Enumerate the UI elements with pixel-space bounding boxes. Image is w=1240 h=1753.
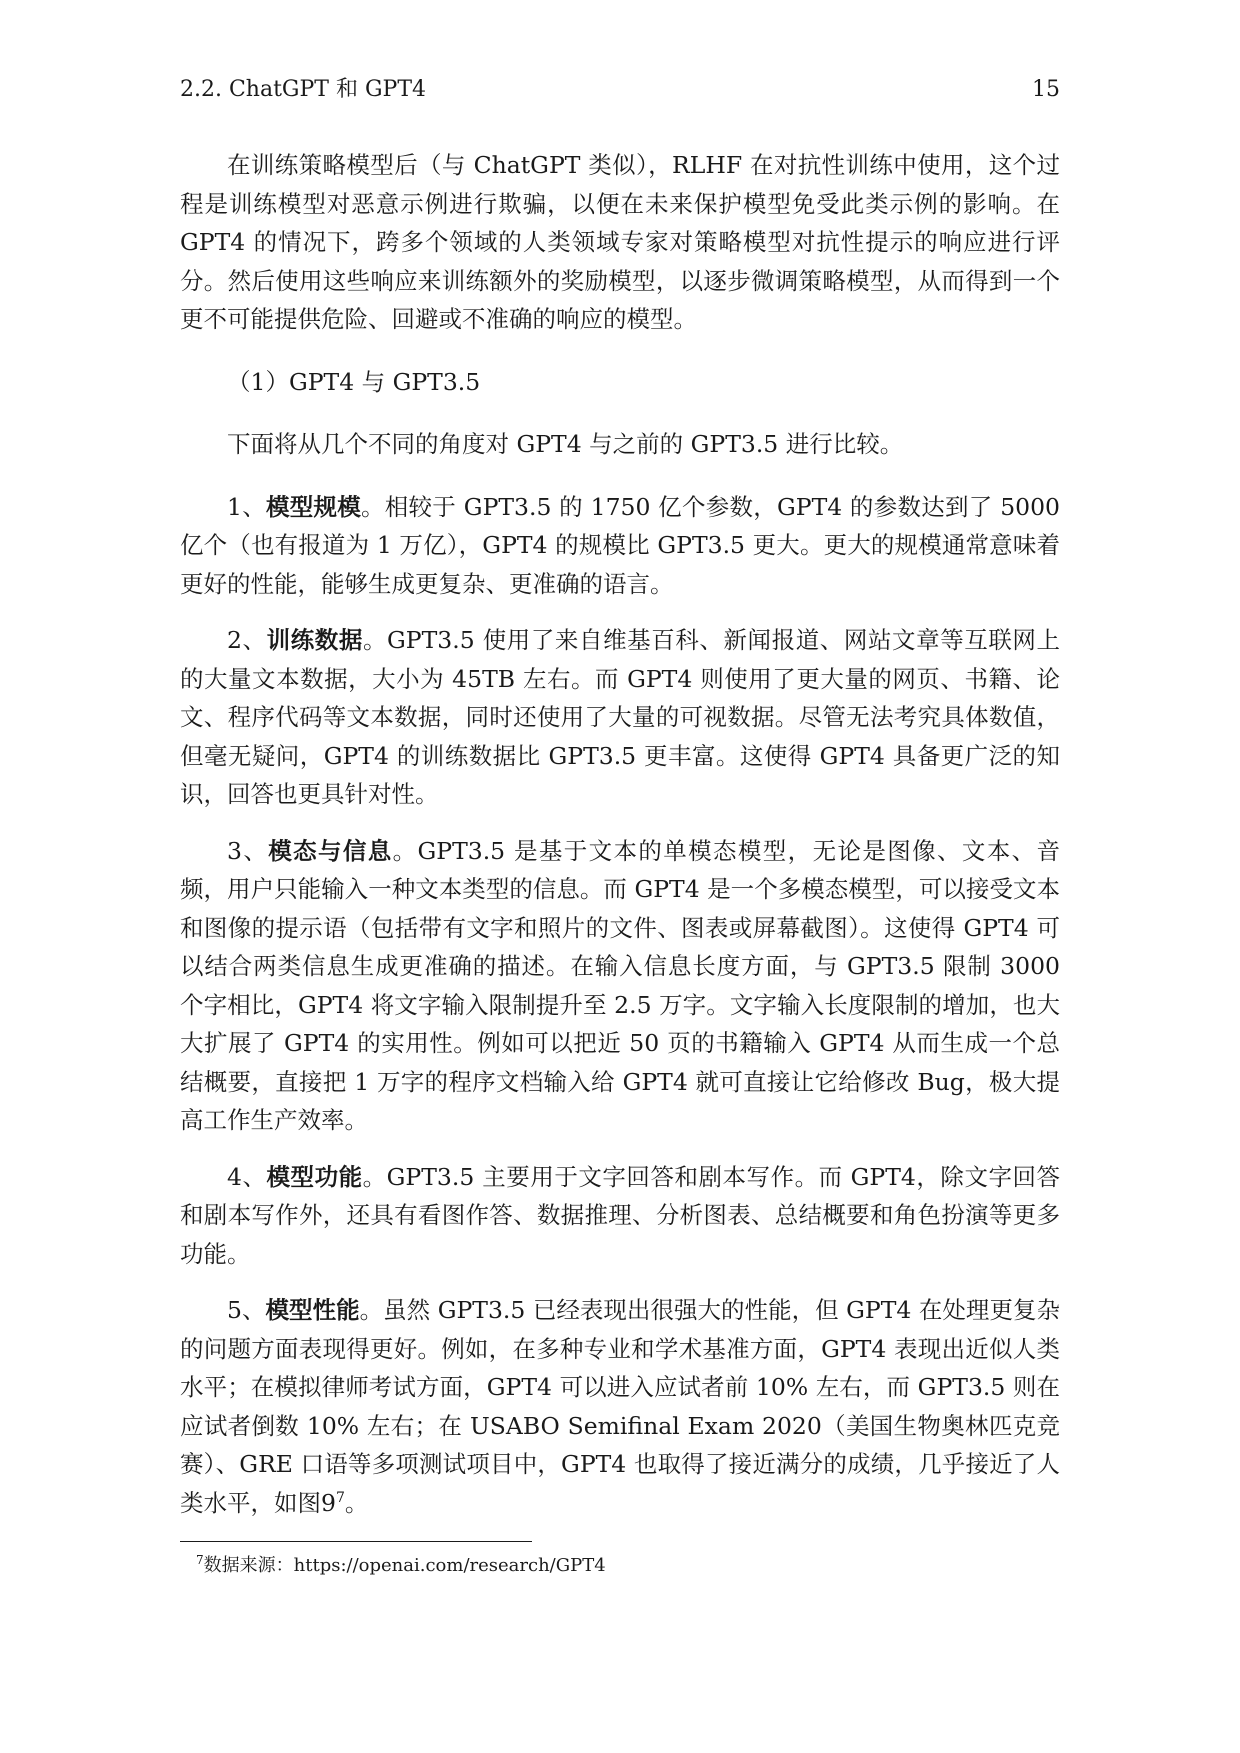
section-title: 2.2. ChatGPT 和 GPT4 — [180, 77, 427, 102]
item-term: 训练数据 — [266, 626, 363, 654]
item-tail: 。 — [344, 1488, 369, 1517]
subsection-heading: （1）GPT4 与 GPT3.5 — [227, 367, 481, 396]
item-term: 模型规模 — [265, 492, 362, 521]
list-item-model-scale — [180, 488, 1060, 604]
item-text: 。相较于 GPT3.5 的 1750 亿个参数，GPT4 的参数达到了 5000 亿个（也有报道为 1 万亿），GPT4 的规模比 GPT3.5 更大。更大的规模通常意味着更好的性能，能够生成更复杂、更准确的语言。 — [180, 492, 1061, 598]
page-number: 15 — [1032, 77, 1060, 102]
item-text: 。虽然 GPT3.5 已经表现出很强大的性能，但 GPT4 在处理更复杂的问题方面表现得更好。例如，在多种专业和学术基准方面，GPT4 表现出近似人类水平；在模拟律师考试方面，GPT4 可以进入应试者前 10% 左右，而 GPT3.5 则在应试者倒数 10% 左右；在 USABO Semifinal Exam 2020（美国生物奥林匹克竞赛）、GRE 口语等多项测试项目中，GPT4 也取得了接近满分的成绩，几乎接近了人类水平，如图9 — [180, 1296, 1061, 1517]
item-text: 。GPT3.5 使用了来自维基百科、新闻报道、网站文章等互联网上的大量文本数据，大小为 45TB 左右。而 GPT4 则使用了更大量的网页、书籍、论文、程序代码等文本数据，同时还使用了大量的可视数据。尽管无法考究具体数值，但毫无疑问，GPT4 的训练数据比 GPT3.5 更丰富。这使得 GPT4 具备更广泛的知识，回答也更具针对性。 — [180, 626, 1061, 808]
item-number: 5、 — [227, 1296, 266, 1324]
item-term: 模型性能 — [265, 1296, 360, 1324]
footnote-divider — [180, 1541, 532, 1542]
item-term: 模态与信息 — [268, 836, 393, 865]
item-number: 1、 — [227, 492, 266, 521]
item-number: 3、 — [227, 836, 269, 865]
paragraph-intro: 下面将从几个不同的角度对 GPT4 与之前的 GPT3.5 进行比较。 — [227, 430, 904, 458]
item-term: 模型功能 — [266, 1162, 363, 1191]
footnote-text: 数据来源：https://openai.com/research/GPT4 — [203, 1555, 606, 1576]
footnote-reference[interactable]: 7 — [335, 1489, 345, 1506]
item-text: 。GPT3.5 是基于文本的单模态模型，无论是图像、文本、音频，用户只能输入一种文本类型的信息。而 GPT4 是一个多模态模型，可以接受文本和图像的提示语（包括带有文字和照片的文件、图表或屏幕截图）。这使得 GPT4 可以结合两类信息生成更准确的描述。在输入信息长度方面，与 GPT3.5 限制 3000 个字相比，GPT4 将文字输入限制提升至 2.5 万字。文字输入长度限制的增加，也大大扩展了 GPT4 的实用性。例如可以把近 50 页的书籍输入 GPT4 从而生成一个总结概要，直接把 1 万字的程序文档输入给 GPT4 就可直接让它给修改 Bug，极大提高工作生产效率。 — [180, 836, 1060, 1134]
item-number: 2、 — [227, 626, 267, 654]
list-item-modality — [180, 832, 1060, 1140]
list-item-performance — [180, 1291, 1060, 1522]
paragraph-rlhf: 在训练策略模型后（与 ChatGPT 类似），RLHF 在对抗性训练中使用，这个过程是训练模型对恶意示例进行欺骗，以便在未来保护模型免受此类示例的影响。在 GPT4 的情况下，跨多个领域的人类领域专家对策略模型对抗性提示的响应进行评分。然后使用这些响应来训练额外的奖励模型，以逐步微调策略模型，从而得到一个更不可能提供危险、回避或不准确的响应的模型。 — [180, 151, 1060, 333]
item-text: 。GPT3.5 主要用于文字回答和剧本写作。而 GPT4，除文字回答和剧本写作外，还具有看图作答、数据推理、分析图表、总结概要和角色扮演等更多功能。 — [180, 1162, 1061, 1268]
body-text — [180, 146, 1060, 1540]
list-item-functions — [180, 1158, 1060, 1274]
footnote — [196, 1552, 1056, 1580]
item-number: 4、 — [227, 1162, 267, 1191]
list-item-training-data — [180, 621, 1060, 814]
footnote-mark: 7 — [196, 1553, 204, 1567]
